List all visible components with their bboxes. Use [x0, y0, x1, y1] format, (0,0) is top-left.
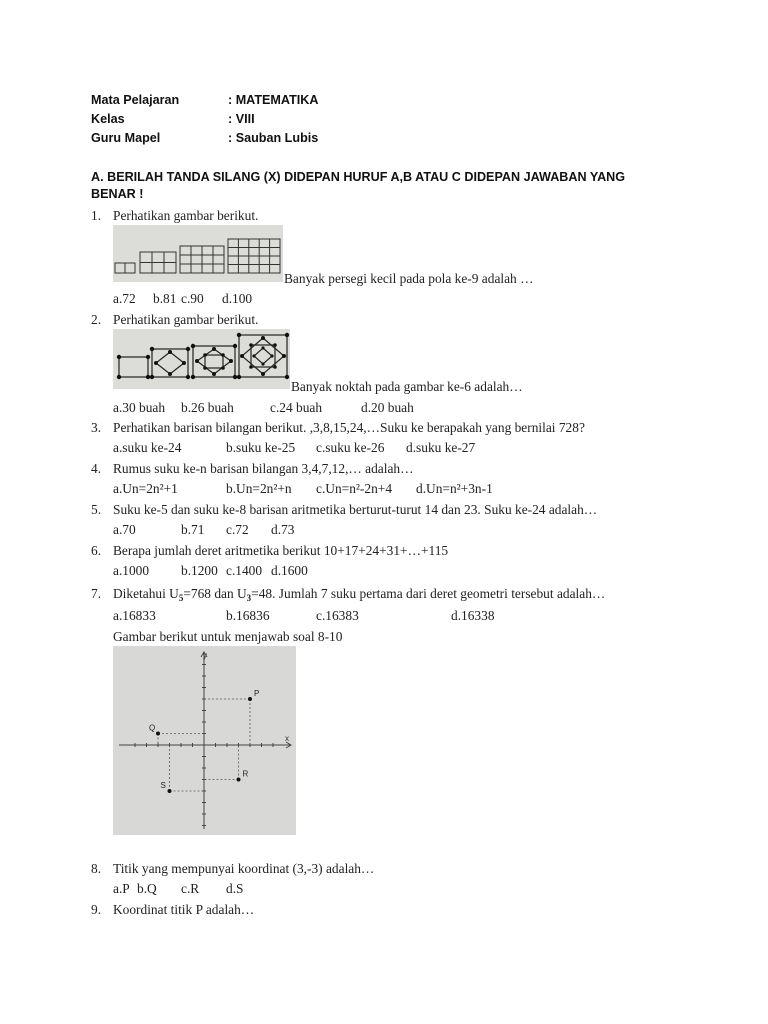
option-a[interactable]: a.30 buah — [113, 400, 166, 415]
option-d[interactable]: d.suku ke-27 — [406, 440, 476, 455]
option-a[interactable]: a.16833 — [113, 608, 156, 623]
question-number: 4. — [91, 461, 102, 476]
option-d[interactable]: d.73 — [271, 522, 295, 537]
option-a[interactable]: a.Un=2n²+1 — [113, 481, 178, 496]
option-b[interactable]: b.16836 — [226, 608, 270, 623]
question-number: 1. — [91, 208, 102, 223]
point-Q — [156, 732, 160, 736]
option-a[interactable]: a.1000 — [113, 563, 150, 578]
option-d[interactable]: d.1600 — [271, 563, 308, 578]
question-number: 2. — [91, 312, 102, 327]
question-text: Perhatikan gambar berikut. — [113, 312, 259, 327]
y-axis-label: y — [203, 651, 207, 660]
option-a[interactable]: a.P — [113, 881, 130, 896]
class-value: : VIII — [228, 112, 255, 126]
option-a[interactable]: a.70 — [113, 522, 136, 537]
option-c[interactable]: c.Un=n²-2n+4 — [316, 481, 393, 496]
point-label-R: R — [242, 769, 249, 779]
coordinate-plane-svg — [113, 646, 296, 835]
question-number: 6. — [91, 543, 102, 558]
option-b[interactable]: b.71 — [181, 522, 205, 537]
dot-pattern-svg — [113, 329, 290, 389]
question-text: Diketahui $U_5=768$ dan $U_3=48$. Jumlah 7 suku pertama dari deret geometri tersebut adalah… — [113, 586, 606, 603]
coordinate-plane-figure — [113, 646, 296, 835]
question-text: Berapa jumlah deret aritmetika berikut 10+17+24+31+…+115 — [113, 543, 449, 558]
point-label-P: P — [254, 689, 260, 698]
option-b[interactable]: b.Q — [137, 881, 157, 896]
option-c[interactable]: c.24 buah — [270, 400, 323, 415]
option-c[interactable]: c.16383 — [316, 608, 359, 623]
question-number: 7. — [91, 586, 102, 601]
subject-value: : MATEMATIKA — [228, 93, 319, 107]
option-d[interactable]: d.16338 — [451, 608, 495, 623]
question-text: Suku ke-5 dan suku ke-8 barisan aritmetika berturut-turut 14 dan 23. Suku ke-24 adalah… — [113, 502, 598, 517]
option-d[interactable]: d.100 — [222, 291, 253, 306]
axes-group — [119, 652, 291, 829]
section-a-heading: A. BERILAH TANDA SILANG (X) DIDEPAN HURUF A,B ATAU C DIDEPAN JAWABAN YANG BENAR ! — [91, 170, 626, 201]
question-text: Koordinat titik P adalah… — [113, 902, 255, 917]
question-number: 8. — [91, 861, 102, 876]
option-b[interactable]: b.Un=2n²+n — [226, 481, 292, 496]
points-group — [149, 651, 289, 793]
question-text: Perhatikan barisan bilangan berikut. ,3,8,15,24,…Suku ke berapakah yang bernilai 728? — [113, 420, 585, 435]
option-b[interactable]: b.26 buah — [181, 400, 234, 415]
option-c[interactable]: c.suku ke-26 — [316, 440, 385, 455]
question-1-prompt: Banyak persegi kecil pada pola ke-9 adalah … — [284, 271, 534, 286]
class-label: Kelas — [91, 112, 125, 126]
question-text: Rumus suku ke-n barisan bilangan 3,4,7,12,… adalah… — [113, 461, 414, 476]
point-label-Q: Q — [149, 723, 156, 733]
option-b[interactable]: b.1200 — [181, 563, 218, 578]
point-S — [168, 789, 172, 793]
square-pattern-figure — [113, 225, 283, 282]
question-number: 3. — [91, 420, 102, 435]
figure-note: Gambar berikut untuk menjawab soal 8-10 — [113, 629, 343, 644]
square-pattern-svg — [113, 225, 283, 282]
question-number: 9. — [91, 902, 102, 917]
option-b[interactable]: b.suku ke-25 — [226, 440, 296, 455]
question-text: Perhatikan gambar berikut. — [113, 208, 259, 223]
option-c[interactable]: c.90 — [181, 291, 204, 306]
option-d[interactable]: d.S — [226, 881, 244, 896]
point-P — [248, 697, 252, 701]
point-R — [237, 778, 241, 782]
x-axis-label: x — [285, 734, 289, 743]
option-a[interactable]: a.72 — [113, 291, 136, 306]
option-d[interactable]: d.Un=n²+3n-1 — [416, 481, 493, 496]
option-d[interactable]: d.20 buah — [361, 400, 414, 415]
option-c[interactable]: c.R — [181, 881, 200, 896]
option-c[interactable]: c.1400 — [226, 563, 263, 578]
question-2-prompt: Banyak noktah pada gambar ke-6 adalah… — [291, 379, 523, 394]
subject-label: Mata Pelajaran — [91, 93, 180, 107]
teacher-label: Guru Mapel — [91, 131, 161, 145]
teacher-value: : Sauban Lubis — [228, 131, 319, 145]
option-b[interactable]: b.81 — [153, 291, 177, 306]
question-text: Titik yang mempunyai koordinat (3,-3) adalah… — [113, 861, 375, 876]
dot-pattern-figure — [113, 329, 290, 389]
point-label-S: S — [160, 781, 166, 790]
option-a[interactable]: a.suku ke-24 — [113, 440, 182, 455]
option-c[interactable]: c.72 — [226, 522, 249, 537]
question-number: 5. — [91, 502, 102, 517]
